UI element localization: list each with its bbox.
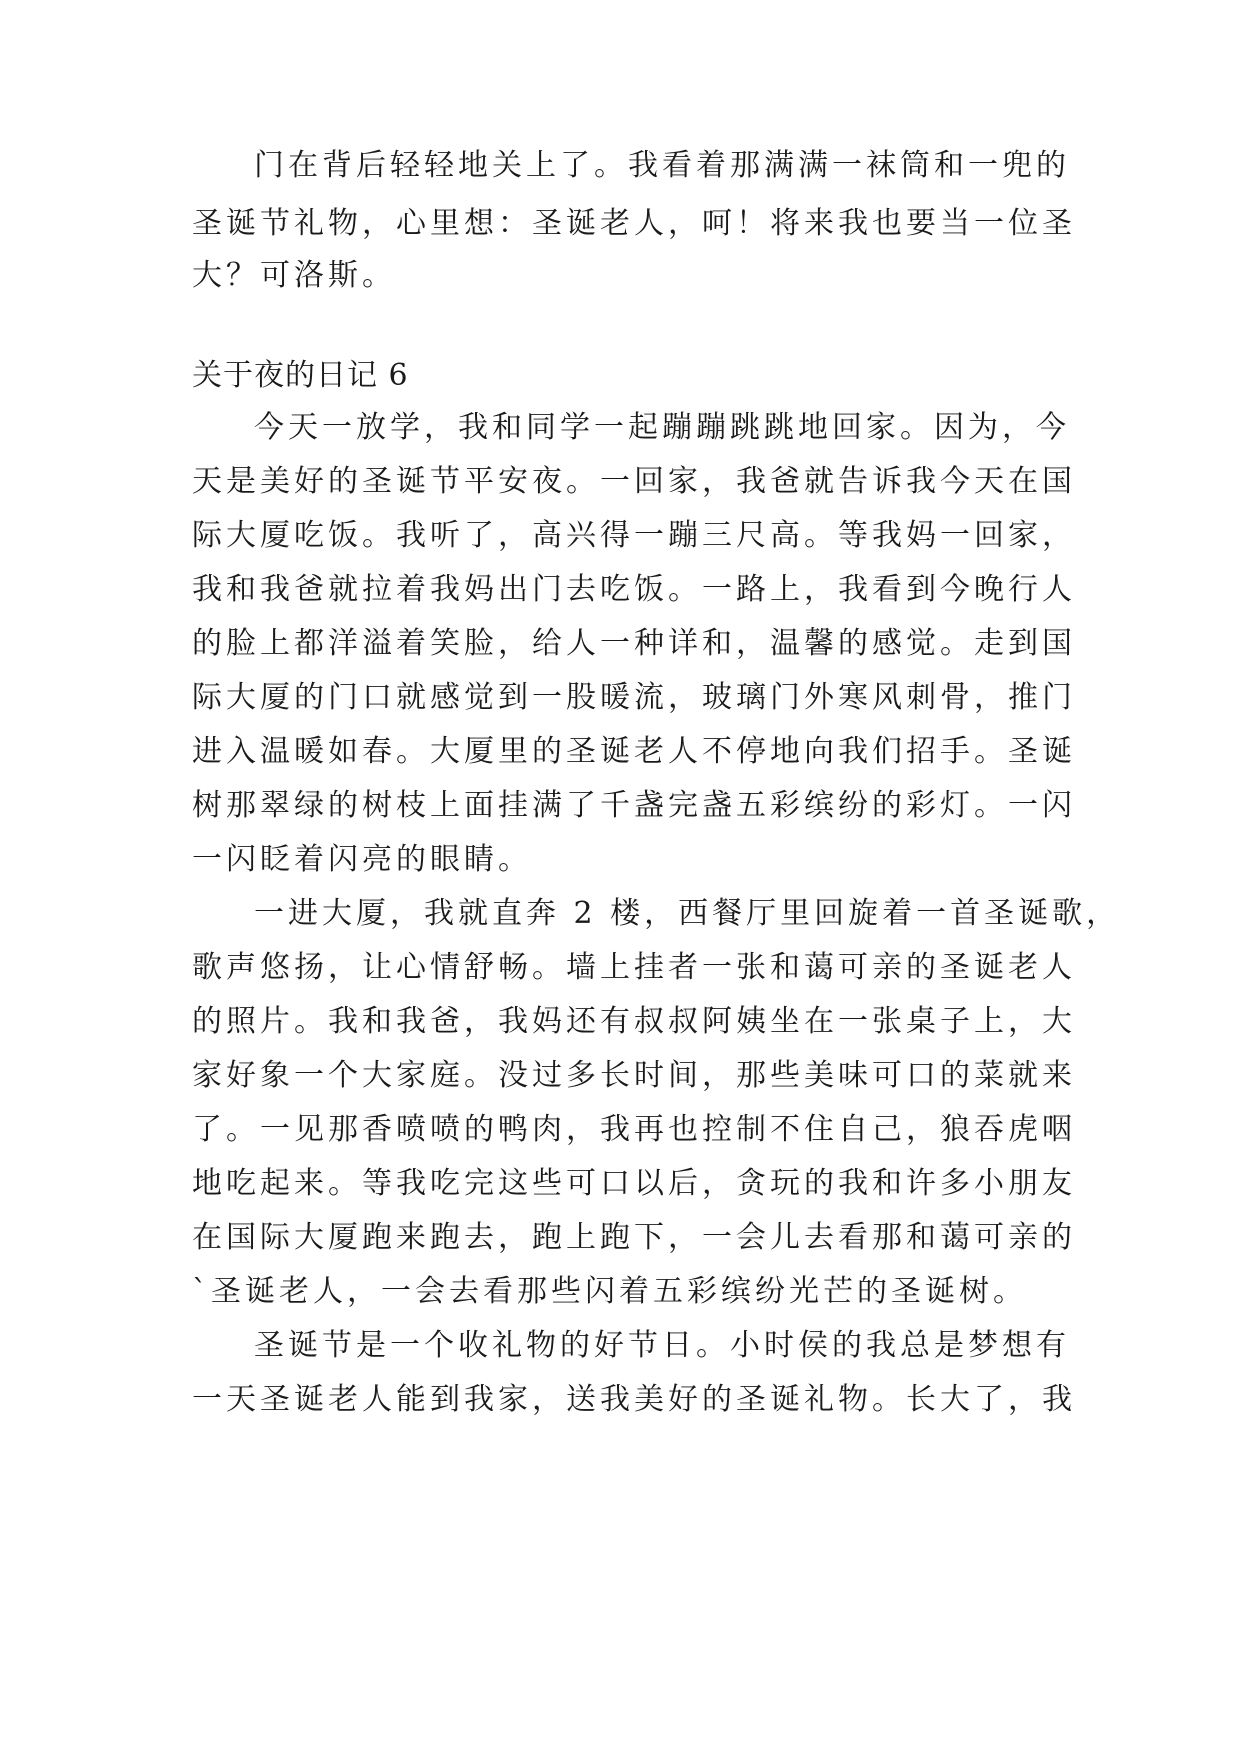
paragraph-2-line-5: 了。一见那香喷喷的鸭肉，我再也控制不住自己，狼吞虎咽 (192, 1112, 1076, 1147)
paragraph-1-line-9: 一闪眨着闪亮的眼睛。 (192, 842, 532, 877)
paragraph-0-line-1: 门在背后轻轻地关上了。我看着那满满一袜筒和一兜的 (254, 148, 1070, 183)
paragraph-0-line-2: 圣诞节礼物，心里想：圣诞老人，呵！将来我也要当一位圣 (192, 206, 1076, 241)
paragraph-2-line-4: 家好象一个大家庭。没过多长时间，那些美味可口的菜就来 (192, 1058, 1076, 1093)
paragraph-1-line-5: 的脸上都洋溢着笑脸，给人一种详和，温馨的感觉。走到国 (192, 626, 1076, 661)
paragraph-3-line-1: 圣诞节是一个收礼物的好节日。小时侯的我总是梦想有 (254, 1328, 1070, 1363)
paragraph-2-line-3: 的照片。我和我爸，我妈还有叔叔阿姨坐在一张桌子上，大 (192, 1004, 1076, 1039)
section-title: 关于夜的日记 6 (192, 358, 409, 393)
paragraph-2-line-2: 歌声悠扬，让心情舒畅。墙上挂者一张和蔼可亲的圣诞老人 (192, 950, 1076, 985)
paragraph-2-line-7: 在国际大厦跑来跑去，跑上跑下，一会儿去看那和蔼可亲的 (192, 1220, 1076, 1255)
paragraph-2-line-6: 地吃起来。等我吃完这些可口以后，贪玩的我和许多小朋友 (192, 1166, 1076, 1201)
paragraph-2-line-1: 一进大厦，我就直奔 2 楼，西餐厅里回旋着一首圣诞歌， (254, 896, 1121, 931)
paragraph-1-line-4: 我和我爸就拉着我妈出门去吃饭。一路上，我看到今晚行人 (192, 572, 1076, 607)
paragraph-1-line-6: 际大厦的门口就感觉到一股暖流，玻璃门外寒风刺骨，推门 (192, 680, 1076, 715)
paragraph-0-line-3: 大？可洛斯。 (192, 258, 396, 293)
paragraph-3-line-2: 一天圣诞老人能到我家，送我美好的圣诞礼物。长大了，我 (192, 1382, 1076, 1417)
paragraph-1-line-3: 际大厦吃饭。我听了，高兴得一蹦三尺高。等我妈一回家， (192, 518, 1076, 553)
paragraph-1-line-1: 今天一放学，我和同学一起蹦蹦跳跳地回家。因为，今 (254, 410, 1070, 445)
paragraph-1-line-7: 进入温暖如春。大厦里的圣诞老人不停地向我们招手。圣诞 (192, 734, 1076, 769)
paragraph-1-line-2: 天是美好的圣诞节平安夜。一回家，我爸就告诉我今天在国 (192, 464, 1076, 499)
paragraph-1-line-8: 树那翠绿的树枝上面挂满了千盏完盏五彩缤纷的彩灯。一闪 (192, 788, 1076, 823)
paragraph-2-line-8: `圣诞老人，一会去看那些闪着五彩缤纷光芒的圣诞树。 (192, 1274, 1027, 1309)
